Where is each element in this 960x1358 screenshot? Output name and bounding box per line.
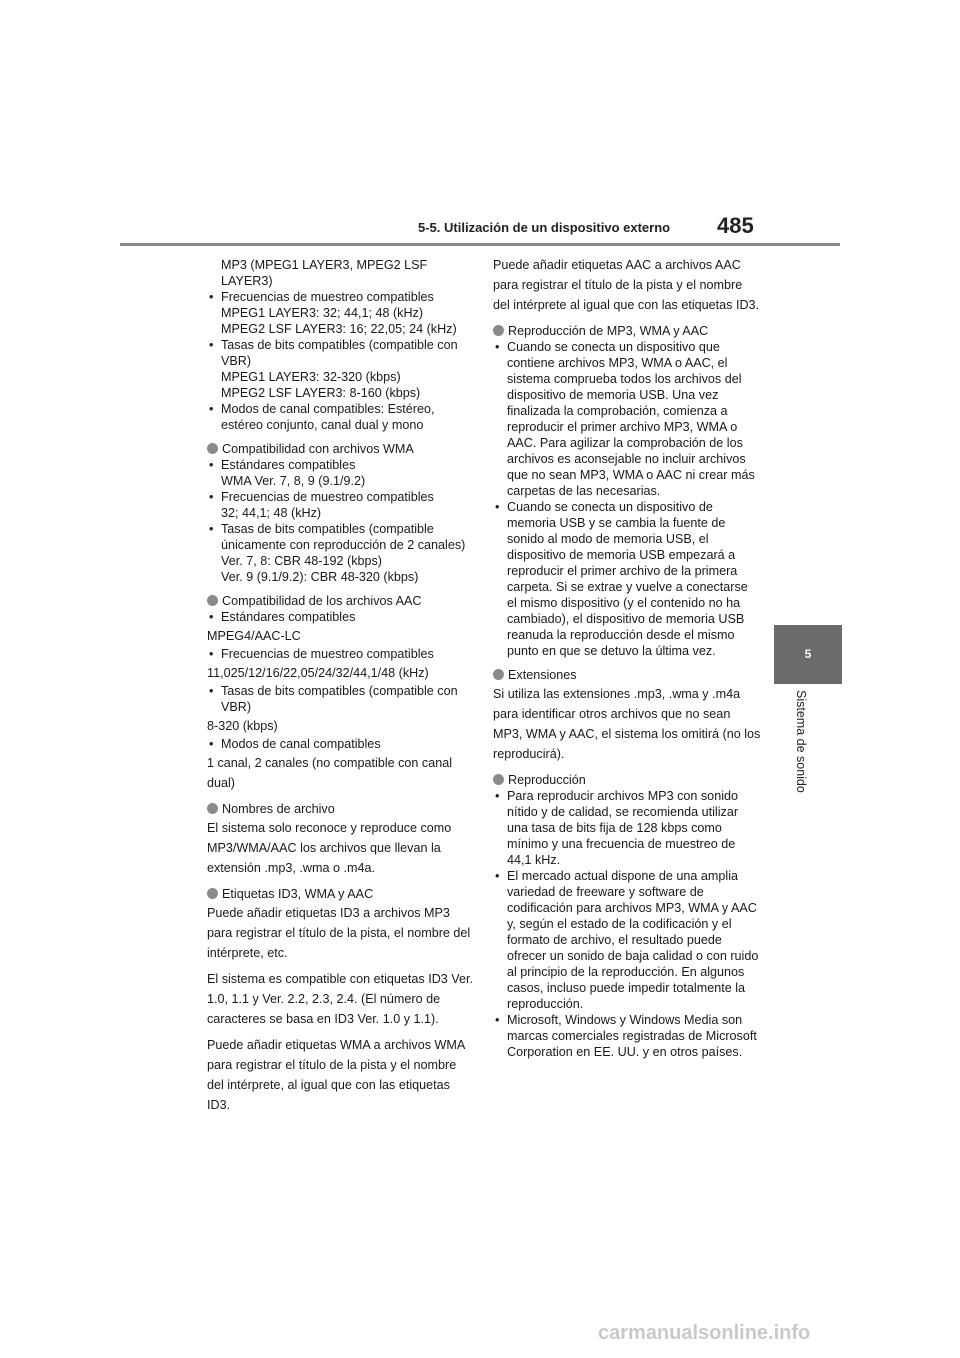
list-item: • Estándares compatibles WMA Ver. 7, 8, 9 (9.1/9.2) <box>207 457 475 489</box>
reproduction-heading: Reproducción <box>493 772 761 788</box>
tags-paragraph: Puede añadir etiquetas ID3 a archivos MP3 para registrar el título de la pista, el nombre del intérprete, etc. <box>207 906 471 960</box>
mp3-list <box>207 289 475 433</box>
list-item: • Cuando se conecta un dispositivo que contiene archivos MP3, WMA o AAC, el sistema comprueba todos los archivos del dispositivo de memoria USB. Una vez finalizada la comprobación, comienza a reproducir el primer archivo MP3, WMA o AAC. Para agilizar la comprobación de los archivos es aconsejable no incluir archivos que no sean MP3, WMA o AAC ni crear más carpetas de las necesarias. <box>493 339 761 499</box>
list-item: • Para reproducir archivos MP3 con sonido nítido y de calidad, se recomienda utilizar una tasa de bits fija de 128 kbps como mínimo y una frecuencia de muestreo de 44,1 kHz. <box>493 788 761 868</box>
tags-paragraph: El sistema es compatible con etiquetas ID3 Ver. 1.0, 1.1 y Ver. 2.2, 2.3, 2.4. (El número de caracteres se basa en ID3 Ver. 1.0 y 1.1). <box>207 972 474 1026</box>
chapter-label: Sistema de sonido <box>794 690 808 793</box>
left-column <box>207 257 475 1115</box>
list-item: • Tasas de bits compatibles (compatible únicamente con reproducción de 2 canales) Ver. 7, 8: CBR 48-192 (kbps) Ver. 9 (9.1/9.2): CBR 48-320 (kbps) <box>207 521 475 585</box>
wma-list <box>207 457 475 585</box>
list-item: • Modos de canal compatibles <box>207 736 475 752</box>
tags-paragraph: Puede añadir etiquetas WMA a archivos WMA para registrar el título de la pista y el nombre del intérprete, al igual que con las etiquetas ID3. <box>207 1038 465 1112</box>
list-item: • El mercado actual dispone de una amplia variedad de freeware y software de codificación para archivos MP3, WMA y AAC y, según el estado de la codificación y el formato de archivo, el resultado puede ofrecer un sonido de baja calidad o con ruido al principio de la reproducción. En algunos casos, incluso puede impedir totalmente la reproducción. <box>493 868 761 1012</box>
bullet-circle-icon <box>493 669 504 680</box>
list-item: • Cuando se conecta un dispositivo de memoria USB y se cambia la fuente de sonido al modo de memoria USB, el dispositivo de memoria USB empezará a reproducir el primer archivo de la primera carpeta. Si se extrae y vuelve a conectarse el mismo dispositivo (y el contenido no ha cambiado), el dispositivo de memoria USB reanuda la reproducción desde el mismo punto en que se detuvo la última vez. <box>493 499 761 659</box>
watermark: carmanualsonline.info <box>598 1322 811 1344</box>
list-item: • Tasas de bits compatibles (compatible con VBR) MPEG1 LAYER3: 32-320 (kbps) MPEG2 LSF LAYER3: 8-160 (kbps) <box>207 337 475 401</box>
bullet-circle-icon <box>207 595 218 606</box>
list-item: • Frecuencias de muestreo compatibles <box>207 646 475 662</box>
bullet-circle-icon <box>493 774 504 785</box>
aac-frequencies: 11,025/12/16/22,05/24/32/44,1/48 (kHz) <box>207 666 429 680</box>
aac-tags-paragraph: Puede añadir etiquetas AAC a archivos AAC para registrar el título de la pista y el nombre del intérprete al igual que con las etiquetas ID3. <box>493 258 760 312</box>
list-item: • Microsoft, Windows y Windows Media son marcas comerciales registradas de Microsoft Corporation en EE. UU. y en otros países. <box>493 1012 761 1060</box>
filenames-heading: Nombres de archivo <box>207 801 475 817</box>
list-item: • Modos de canal compatibles: Estéreo, estéreo conjunto, canal dual y mono <box>207 401 475 433</box>
filenames-text: El sistema solo reconoce y reproduce como MP3/WMA/AAC los archivos que llevan la extensión .mp3, .wma o .m4a. <box>207 821 452 875</box>
extensions-heading: Extensiones <box>493 667 761 683</box>
right-column <box>493 257 761 1060</box>
aac-modes: 1 canal, 2 canales (no compatible con canal dual) <box>207 756 453 790</box>
list-item: • Frecuencias de muestreo compatibles 32; 44,1; 48 (kHz) <box>207 489 475 521</box>
playback-list <box>493 339 761 659</box>
list-item: • Tasas de bits compatibles (compatible con VBR) <box>207 683 475 715</box>
chapter-tab: 5 <box>774 625 842 684</box>
bullet-circle-icon <box>493 325 504 336</box>
tags-heading: Etiquetas ID3, WMA y AAC <box>207 886 475 902</box>
wma-heading: Compatibilidad con archivos WMA <box>207 441 475 457</box>
mp3-format-line: MP3 (MPEG1 LAYER3, MPEG2 LSF LAYER3) <box>221 258 428 288</box>
bullet-circle-icon <box>207 888 218 899</box>
aac-bitrate: 8-320 (kbps) <box>207 719 278 733</box>
list-item: • Frecuencias de muestreo compatibles MPEG1 LAYER3: 32; 44,1; 48 (kHz) MPEG2 LSF LAYER3: 16; 22,05; 24 (kHz) <box>207 289 475 337</box>
header-divider <box>120 243 840 246</box>
playback-heading: Reproducción de MP3, WMA y AAC <box>493 323 761 339</box>
aac-standard: MPEG4/AAC-LC <box>207 629 301 643</box>
bullet-circle-icon <box>207 803 218 814</box>
section-title: 5-5. Utilización de un dispositivo externo <box>418 220 671 235</box>
extensions-text: Si utiliza las extensiones .mp3, .wma y .m4a para identificar otros archivos que no sean MP3, WMA y AAC, el sistema los omitirá (no los reproducirá). <box>493 687 761 761</box>
bullet-circle-icon <box>207 443 218 454</box>
aac-heading: Compatibilidad de los archivos AAC <box>207 593 475 609</box>
reproduction-list <box>493 788 761 1060</box>
list-item: • Estándares compatibles <box>207 609 475 625</box>
page-number: 485 <box>717 213 754 238</box>
